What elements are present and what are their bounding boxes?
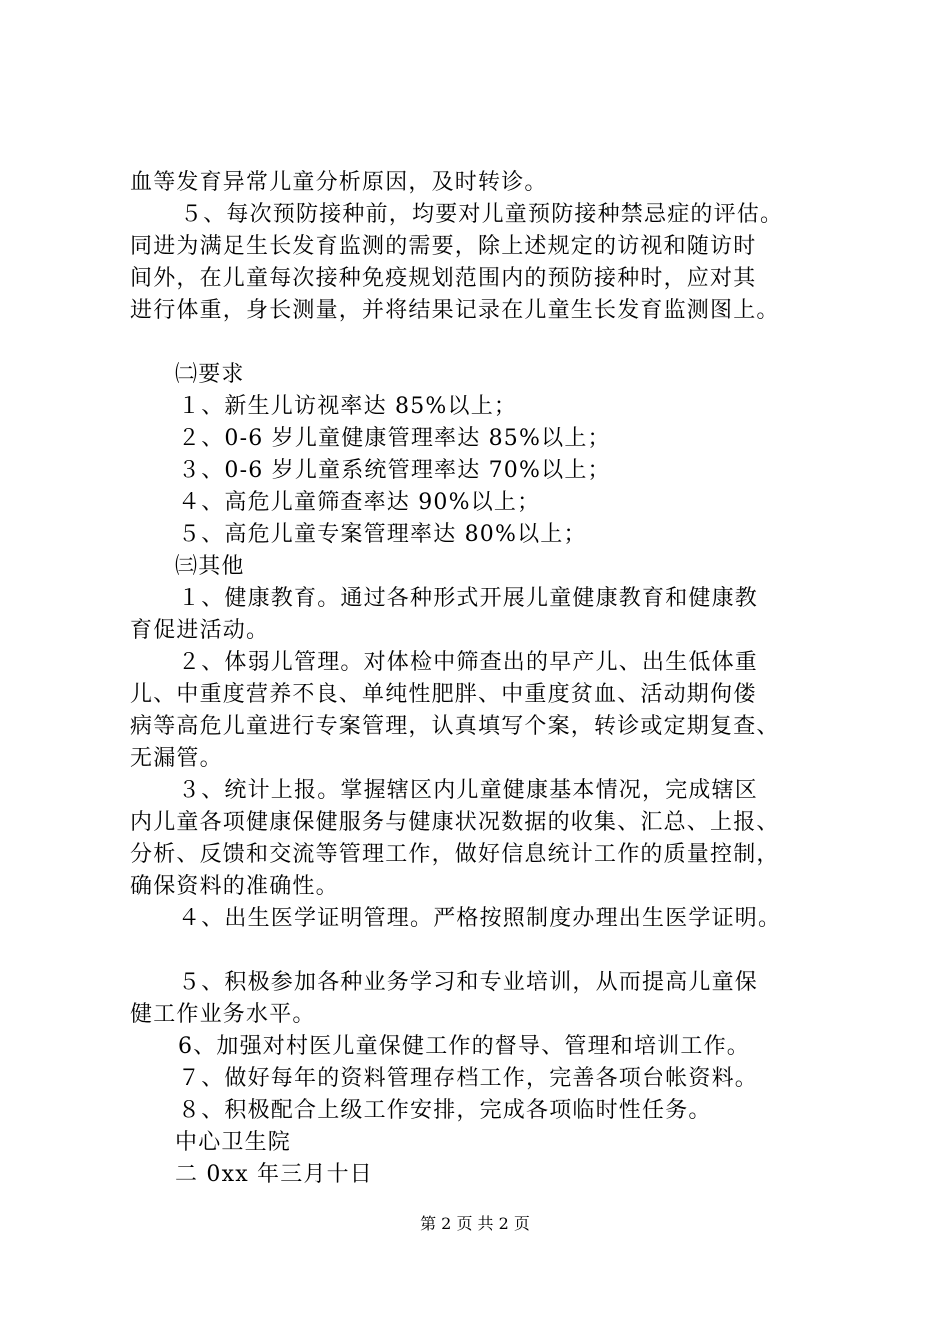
text-line: 二 0xx 年三月十日 [175,1162,373,1187]
text-line: ８、积极配合上级工作安排，完成各项临时性任务。 [178,1098,712,1123]
text-line: 无漏管。 [130,746,223,771]
text-line: １、新生儿访视率达 85%以上； [178,394,518,419]
text-line: 分析、反馈和交流等管理工作，做好信息统计工作的质量控制， [130,842,780,867]
text-line: ４、出生医学证明管理。严格按照制度办理出生医学证明。 [178,906,782,931]
text-line: 中心卫生院 [175,1130,292,1155]
text-line: 间外，在儿童每次接种免疫规划范围内的预防接种时，应对其 [130,266,757,291]
text-line: 育促进活动。 [130,618,270,643]
text-line: ４、高危儿童筛查率达 90%以上； [178,490,541,515]
text-line: ２、0-6 岁儿童健康管理率达 85%以上； [178,426,611,451]
paragraph-gap [130,935,850,967]
text-line: １、健康教育。通过各种形式开展儿童健康教育和健康教 [178,586,759,611]
text-line: 儿、中重度营养不良、单纯性肥胖、中重度贫血、活动期佝偻 [130,682,757,707]
text-line: ７、做好每年的资料管理存档工作，完善各项台帐资料。 [178,1066,759,1091]
text-line: 确保资料的准确性。 [130,874,339,899]
text-line: 6、加强对村医儿童保健工作的督导、管理和培训工作。 [178,1034,750,1059]
text-line: 健工作业务水平。 [130,1002,316,1027]
paragraph-gap [130,327,850,359]
page-footer: 第 2 页 共 2 页 [420,1214,530,1233]
text-line: ３、0-6 岁儿童系统管理率达 70%以上； [178,458,611,483]
text-line: ５、每次预防接种前，均要对儿童预防接种禁忌症的评估。 [180,202,784,227]
text-line: ２、体弱儿管理。对体检中筛查出的早产儿、出生低体重 [178,650,759,675]
text-line: 同进为满足生长发育监测的需要，除上述规定的访视和随访时 [130,234,757,259]
text-line: ３、统计上报。掌握辖区内儿童健康基本情况，完成辖区 [178,778,759,803]
text-line: ㈢其他 [175,554,245,579]
text-line: ㈡要求 [175,362,245,387]
text-line: 血等发育异常儿童分析原因，及时转诊。 [130,170,548,195]
text-line: 内儿童各项健康保健服务与健康状况数据的收集、汇总、上报、 [130,810,780,835]
text-line: 进行体重，身长测量，并将结果记录在儿童生长发育监测图上。 [130,298,780,323]
document-body [130,167,850,1191]
text-line: ５、积极参加各种业务学习和专业培训，从而提高儿童保 [178,970,759,995]
text-line: ５、高危儿童专案管理率达 80%以上； [178,522,587,547]
text-line: 病等高危儿童进行专案管理，认真填写个案，转诊或定期复查、 [130,714,780,739]
